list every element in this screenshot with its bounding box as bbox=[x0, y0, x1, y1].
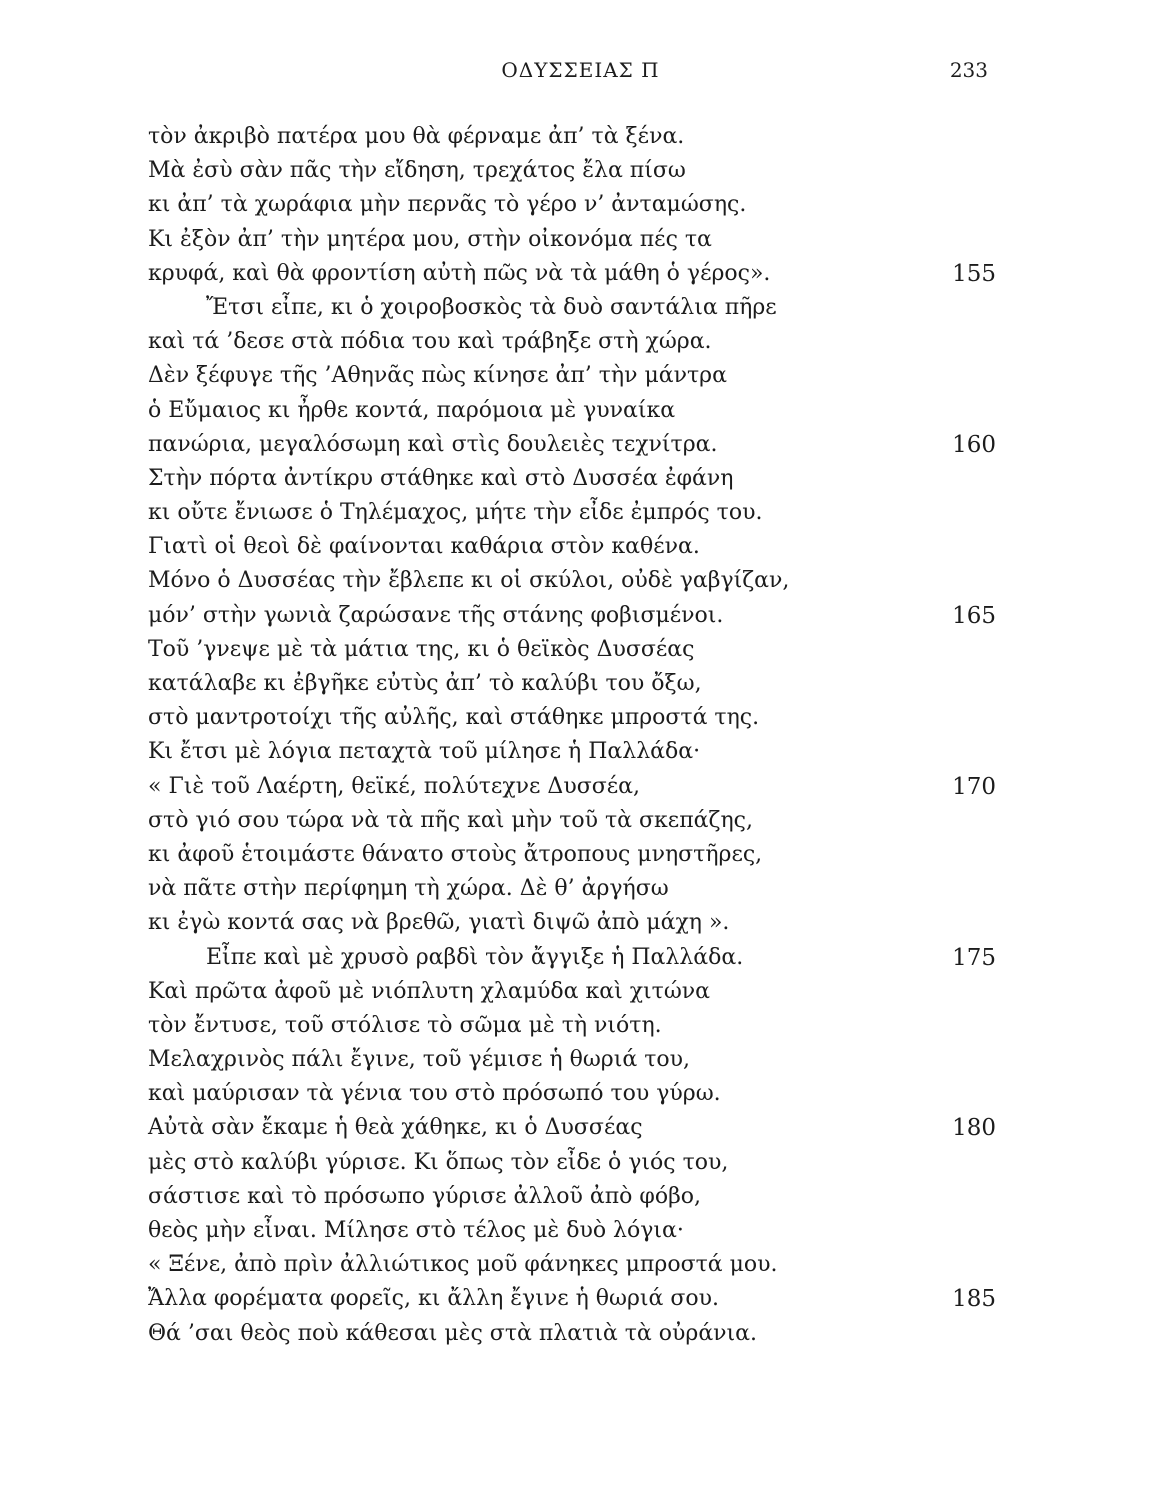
line-number: 175 bbox=[952, 944, 996, 971]
verse-line bbox=[148, 1214, 1008, 1248]
verse-text: Θά ’σαι θεὸς ποὺ κάθεσαι μὲς στὰ πλατιὰ τὰ οὐράνια. bbox=[148, 1320, 758, 1346]
verse-text: κρυφά, καὶ θὰ φροντίση αὐτὴ πῶς νὰ τὰ μάθη ὁ γέρος». bbox=[148, 260, 771, 286]
verse-text: καὶ τά ’δεσε στὰ πόδια του καὶ τράβηξε στὴ χώρα. bbox=[148, 329, 712, 355]
verse-line bbox=[148, 188, 1008, 222]
verse-text: Ἄλλα φορέματα φορεῖς, κι ἄλλη ἔγινε ἡ θωριά σου. bbox=[148, 1286, 719, 1312]
verse-text: τὸν ἀκριβὸ πατέρα μου θὰ φέρναμε ἀπ’ τὰ ξένα. bbox=[148, 124, 685, 149]
verse-text: νὰ πᾶτε στὴν περίφημη τὴ χώρα. Δὲ θ’ ἀργήσω bbox=[148, 876, 669, 902]
verse-line bbox=[148, 1009, 1008, 1043]
verse-text: Αὐτὰ σὰν ἔκαμε ἡ θεὰ χάθηκε, κι ὁ Δυσσέας bbox=[148, 1115, 643, 1141]
verse-line bbox=[148, 599, 1008, 633]
verse-line bbox=[148, 530, 1008, 564]
verse-line bbox=[148, 838, 1008, 872]
verse-line bbox=[148, 1077, 1008, 1111]
verse-text: Γιατὶ οἱ θεοὶ δὲ φαίνονται καθάρια στὸν καθένα. bbox=[148, 534, 700, 560]
verse-text: κι ἀπ’ τὰ χωράφια μὴν περνᾶς τὸ γέρο ν’ ἀνταμώσης. bbox=[148, 192, 747, 218]
verse-text: Μελαχρινὸς πάλι ἔγινε, τοῦ γέμισε ἡ θωριά του, bbox=[148, 1047, 690, 1073]
verse-line bbox=[148, 633, 1008, 667]
verse-text: Μὰ ἐσὺ σὰν πᾶς τὴν εἴδηση, τρεχάτος ἔλα πίσω bbox=[148, 158, 686, 184]
verse-line bbox=[148, 941, 1008, 975]
verse-line bbox=[148, 1111, 1008, 1145]
verse-block bbox=[148, 120, 1008, 1351]
verse-line bbox=[148, 1317, 1008, 1351]
verse-line bbox=[148, 428, 1008, 462]
verse-line bbox=[148, 394, 1008, 428]
verse-text: Κι ἐξὸν ἀπ’ τὴν μητέρα μου, στὴν οἰκονόμα πές τα bbox=[148, 226, 712, 252]
verse-line bbox=[148, 564, 1008, 598]
verse-line bbox=[148, 975, 1008, 1009]
verse-line bbox=[148, 872, 1008, 906]
verse-line bbox=[148, 120, 1008, 154]
verse-text: Ἔτσι εἶπε, κι ὁ χοιροβοσκὸς τὰ δυὸ σαντάλια πῆρε bbox=[206, 294, 777, 320]
verse-text: ὁ Εὔμαιος κι ἦρθε κοντά, παρόμοια μὲ γυναίκα bbox=[148, 397, 676, 423]
line-number: 170 bbox=[952, 773, 996, 800]
line-number: 155 bbox=[952, 260, 996, 287]
page-number: 233 bbox=[949, 58, 988, 82]
verse-text: Κι ἔτσι μὲ λόγια πεταχτὰ τοῦ μίλησε ἡ Παλλάδα· bbox=[148, 739, 701, 765]
verse-text: στὸ μαντροτοίχι τῆς αὐλῆς, καὶ στάθηκε μπροστά της. bbox=[148, 705, 760, 731]
verse-line bbox=[148, 223, 1008, 257]
verse-text: μόν’ στὴν γωνιὰ ζαρώσανε τῆς στάνης φοβισμένοι. bbox=[148, 602, 724, 628]
verse-text: Τοῦ ’γνεψε μὲ τὰ μάτια της, κι ὁ θεϊκὸς Δυσσέας bbox=[148, 636, 695, 662]
verse-line bbox=[148, 1248, 1008, 1282]
verse-line bbox=[148, 359, 1008, 393]
verse-line bbox=[148, 1043, 1008, 1077]
verse-text: κι ἀφοῦ ἑτοιμάστε θάνατο στοὺς ἄτροπους μνηστῆρες, bbox=[148, 841, 763, 867]
verse-text: Μόνο ὁ Δυσσέας τὴν ἔβλεπε κι οἱ σκύλοι, οὐδὲ γαβγίζαν, bbox=[148, 568, 790, 594]
verse-line bbox=[148, 770, 1008, 804]
verse-text: τὸν ἔντυσε, τοῦ στόλισε τὸ σῶμα μὲ τὴ νιότη. bbox=[148, 1012, 662, 1038]
running-title: ΟΔΥΣΣΕΙΑΣ Π bbox=[501, 58, 660, 82]
verse-line bbox=[148, 804, 1008, 838]
verse-text: σάστισε καὶ τὸ πρόσωπο γύρισε ἀλλοῦ ἀπὸ φόβο, bbox=[148, 1183, 702, 1209]
verse-text: στὸ γιό σου τώρα νὰ τὰ πῆς καὶ μὴν τοῦ τὰ σκεπάζης, bbox=[148, 807, 753, 833]
verse-line bbox=[148, 735, 1008, 769]
verse-text: μὲς στὸ καλύβι γύρισε. Κι ὅπως τὸν εἶδε ὁ γιός του, bbox=[148, 1149, 729, 1175]
verse-line bbox=[148, 1146, 1008, 1180]
verse-line bbox=[148, 701, 1008, 735]
verse-text: κατάλαβε κι ἐβγῆκε εὐτὺς ἀπ’ τὸ καλύβι του ὄξω, bbox=[148, 671, 702, 696]
verse-line bbox=[148, 1180, 1008, 1214]
verse-text: Καὶ πρῶτα ἀφοῦ μὲ νιόπλυτη χλαμύδα καὶ χιτώνα bbox=[148, 978, 711, 1004]
verse-text: κι ἐγὼ κοντά σας νὰ βρεθῶ, γιατὶ διψῶ ἀπὸ μάχη ». bbox=[148, 910, 730, 936]
verse-line bbox=[148, 906, 1008, 940]
verse-text: καὶ μαύρισαν τὰ γένια του στὸ πρόσωπό του γύρω. bbox=[148, 1081, 721, 1107]
verse-text: θεὸς μὴν εἶναι. Μίλησε στὸ τέλος μὲ δυὸ λόγια· bbox=[148, 1218, 684, 1243]
verse-line bbox=[148, 496, 1008, 530]
verse-line bbox=[148, 257, 1008, 291]
line-number: 165 bbox=[952, 602, 996, 629]
line-number: 160 bbox=[952, 431, 996, 458]
verse-text: κι οὔτε ἔνιωσε ὁ Τηλέμαχος, μήτε τὴν εἶδε ἐμπρός του. bbox=[148, 500, 763, 526]
verse-text: « Γιὲ τοῦ Λαέρτη, θεϊκέ, πολύτεχνε Δυσσέα, bbox=[148, 773, 640, 799]
verse-line bbox=[148, 667, 1008, 701]
verse-line bbox=[148, 325, 1008, 359]
verse-line bbox=[148, 1282, 1008, 1316]
verse-text: Δὲν ξέφυγε τῆς ’Αθηνᾶς πὼς κίνησε ἀπ’ τὴν μάντρα bbox=[148, 363, 727, 389]
verse-text: πανώρια, μεγαλόσωμη καὶ στὶς δουλειὲς τεχνίτρα. bbox=[148, 431, 718, 457]
verse-text: Στὴν πόρτα ἀντίκρυ στάθηκε καὶ στὸ Δυσσέα ἐφάνη bbox=[148, 465, 734, 491]
verse-line bbox=[148, 462, 1008, 496]
line-number: 180 bbox=[952, 1115, 996, 1142]
verse-line bbox=[148, 291, 1008, 325]
verse-text: « Ξένε, ἀπὸ πρὶν ἀλλιώτικος μοῦ φάνηκες μπροστά μου. bbox=[148, 1252, 778, 1278]
line-number: 185 bbox=[952, 1286, 996, 1313]
verse-line bbox=[148, 154, 1008, 188]
verse-text: Εἶπε καὶ μὲ χρυσὸ ραβδὶ τὸν ἄγγιξε ἡ Παλλάδα. bbox=[206, 944, 744, 970]
